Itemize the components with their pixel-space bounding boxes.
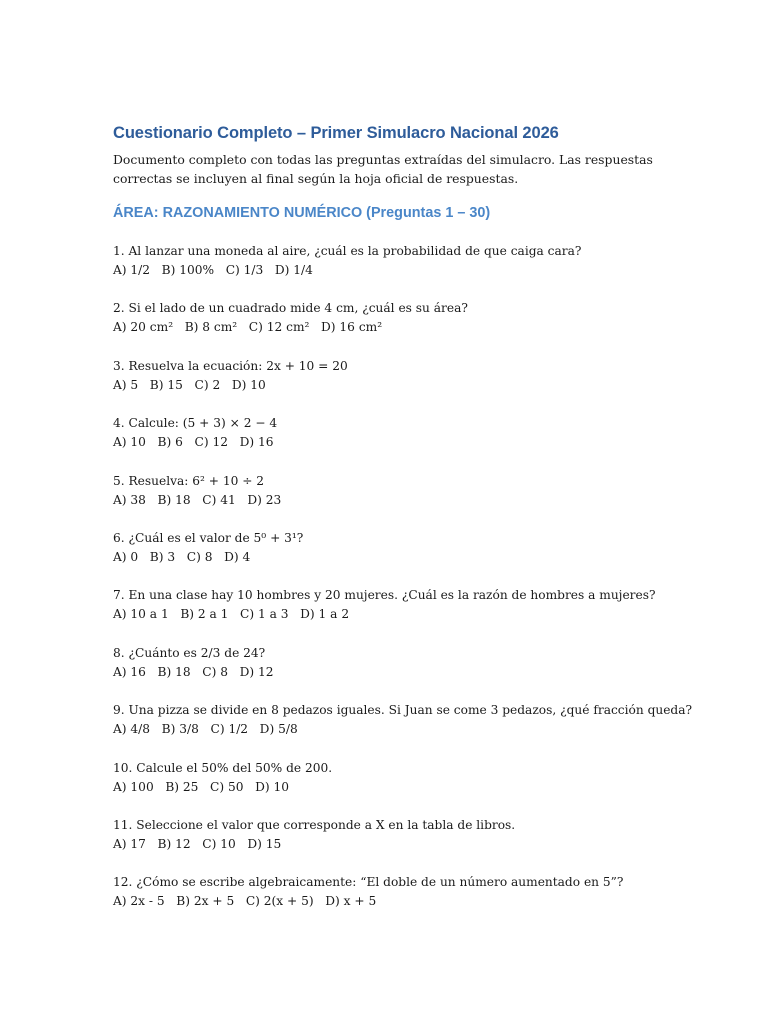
question-item bbox=[113, 242, 673, 280]
question-options: A) 17 B) 12 C) 10 D) 15 bbox=[113, 836, 282, 851]
question-options: A) 100 B) 25 C) 50 D) 10 bbox=[113, 779, 290, 794]
question-options: A) 1/2 B) 100% C) 1/3 D) 1/4 bbox=[113, 263, 313, 277]
question-item bbox=[113, 873, 673, 911]
question-stem: 12. ¿Cómo se escribe algebraicamente: “El doble de un número aumentado en 5”? bbox=[113, 875, 624, 890]
question-item bbox=[113, 299, 673, 337]
question-stem: 2. Si el lado de un cuadrado mide 4 cm, ¿cuál es su área? bbox=[113, 301, 468, 316]
question-options: A) 10 B) 6 C) 12 D) 16 bbox=[113, 435, 274, 450]
document-title: Cuestionario Completo – Primer Simulacro Nacional 2026 bbox=[113, 124, 559, 142]
document-page bbox=[113, 122, 693, 931]
area-heading: ÁREA: RAZONAMIENTO NUMÉRICO (Preguntas 1 – 30) bbox=[113, 205, 491, 221]
question-stem: 8. ¿Cuánto es 2/3 de 24? bbox=[113, 645, 266, 660]
question-list bbox=[113, 242, 693, 911]
question-stem: 6. ¿Cuál es el valor de 5⁰ + 3¹? bbox=[113, 530, 304, 545]
question-options: A) 20 cm² B) 8 cm² C) 12 cm² D) 16 cm² bbox=[113, 320, 383, 335]
question-stem: 3. Resuelva la ecuación: 2x + 10 = 20 bbox=[113, 358, 348, 373]
question-stem: 7. En una clase hay 10 hombres y 20 mujeres. ¿Cuál es la razón de hombres a mujeres? bbox=[113, 588, 656, 603]
question-item bbox=[113, 529, 673, 567]
question-item bbox=[113, 816, 673, 854]
question-stem: 10. Calcule el 50% del 50% de 200. bbox=[113, 760, 333, 775]
question-options: A) 4/8 B) 3/8 C) 1/2 D) 5/8 bbox=[113, 722, 298, 737]
document-intro: Documento completo con todas las preguntas extraídas del simulacro. Las respuestas correctas se incluyen al final según la hoja oficial de respuestas. bbox=[113, 152, 653, 186]
question-options: A) 2x - 5 B) 2x + 5 C) 2(x + 5) D) x + 5 bbox=[113, 894, 377, 909]
question-stem: 9. Una pizza se divide en 8 pedazos iguales. Si Juan se come 3 pedazos, ¿qué fracción queda? bbox=[113, 703, 693, 718]
question-item bbox=[113, 701, 693, 739]
question-item bbox=[113, 414, 673, 452]
question-item bbox=[113, 472, 673, 510]
question-stem: 11. Seleccione el valor que corresponde a X en la tabla de libros. bbox=[113, 817, 516, 832]
question-stem: 4. Calcule: (5 + 3) × 2 − 4 bbox=[113, 416, 278, 431]
question-item bbox=[113, 759, 673, 797]
question-options: A) 16 B) 18 C) 8 D) 12 bbox=[113, 664, 274, 679]
question-item bbox=[113, 644, 673, 682]
question-stem: 1. Al lanzar una moneda al aire, ¿cuál es la probabilidad de que caiga cara? bbox=[113, 244, 582, 258]
question-options: A) 10 a 1 B) 2 a 1 C) 1 a 3 D) 1 a 2 bbox=[113, 607, 350, 622]
question-item bbox=[113, 586, 673, 624]
question-options: A) 5 B) 15 C) 2 D) 10 bbox=[113, 377, 266, 392]
question-stem: 5. Resuelva: 6² + 10 ÷ 2 bbox=[113, 473, 265, 488]
question-options: A) 0 B) 3 C) 8 D) 4 bbox=[113, 549, 251, 564]
question-item bbox=[113, 357, 673, 395]
question-options: A) 38 B) 18 C) 41 D) 23 bbox=[113, 492, 282, 507]
